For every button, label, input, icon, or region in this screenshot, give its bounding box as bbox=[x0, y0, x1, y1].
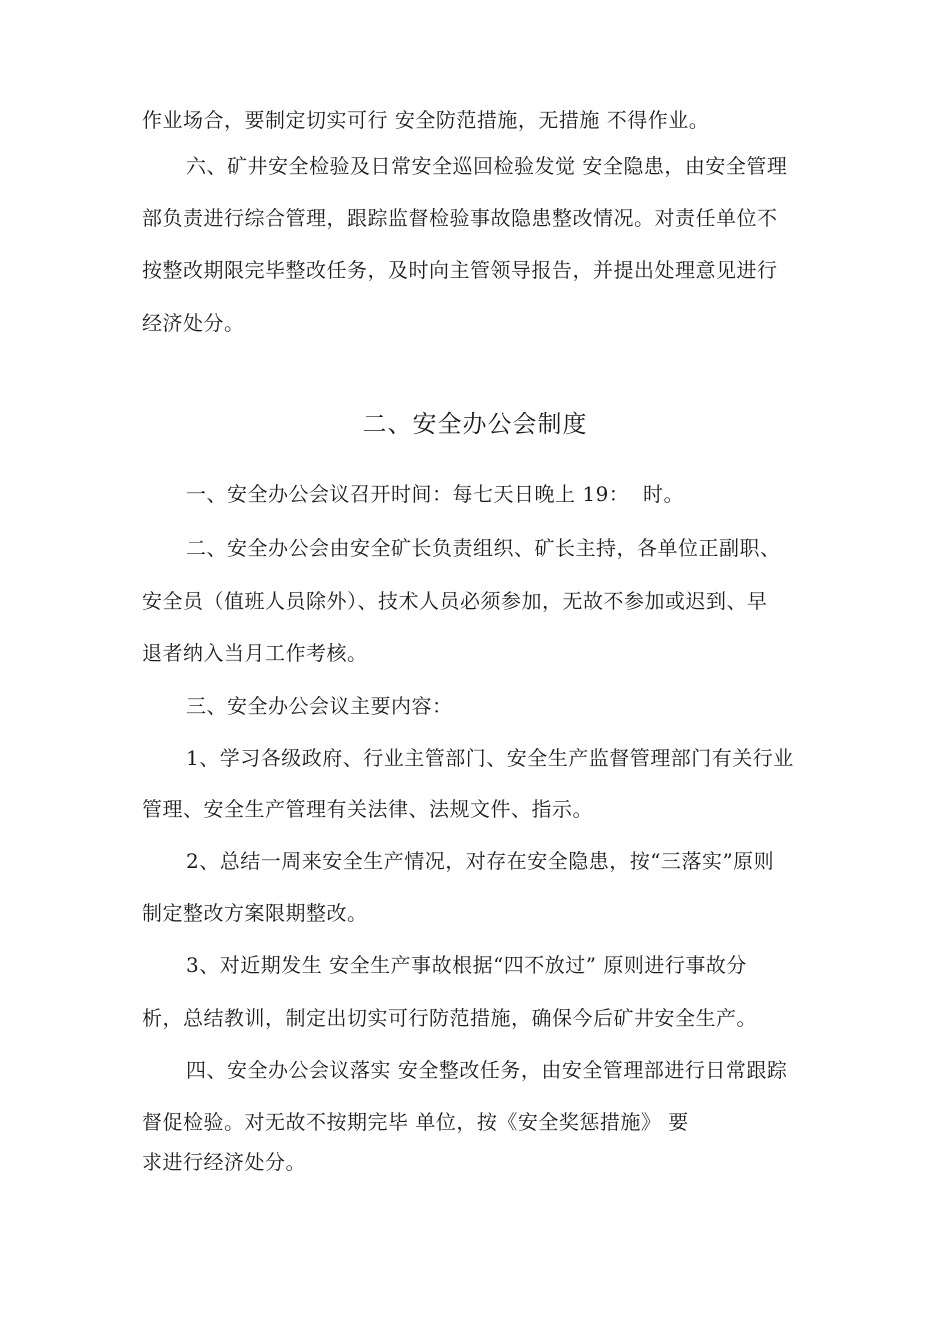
paragraph-line: 1、学习各级政府、行业主管部门、安全生产监督管理部门有关行业 bbox=[186, 746, 794, 770]
paragraph-line: 督促检验。对无故不按期完毕 单位，按《安全奖惩措施》 要 bbox=[142, 1110, 689, 1134]
paragraph-line: 2、总结一周来安全生产情况，对存在安全隐患，按“三落实”原则 bbox=[186, 849, 775, 873]
paragraph-line: 制定整改方案限期整改。 bbox=[142, 901, 368, 925]
paragraph-line: 部负责进行综合管理，跟踪监督检验事故隐患整改情况。对责任单位不 bbox=[142, 206, 778, 230]
paragraph-line: 三、安全办公会议主要内容： bbox=[186, 694, 453, 718]
paragraph-line: 按整改期限完毕整改任务，及时向主管领导报告，并提出处理意见进行 bbox=[142, 258, 778, 282]
paragraph-line: 经济处分。 bbox=[142, 311, 245, 335]
paragraph-line: 二、安全办公会由安全矿长负责组织、矿长主持，各单位正副职、 bbox=[186, 536, 781, 560]
paragraph-line: 求进行经济处分。 bbox=[142, 1150, 306, 1174]
paragraph-line: 析，总结教训，制定出切实可行防范措施，确保今后矿井安全生产。 bbox=[142, 1006, 757, 1030]
paragraph-line: 管理、安全生产管理有关法律、法规文件、指示。 bbox=[142, 797, 593, 821]
paragraph-line: 六、矿井安全检验及日常安全巡回检验发觉 安全隐患，由安全管理 bbox=[186, 154, 788, 178]
section-heading: 二、安全办公会制度 bbox=[362, 410, 588, 438]
paragraph-line: 作业场合，要制定切实可行 安全防范措施，无措施 不得作业。 bbox=[142, 108, 710, 132]
paragraph-line: 一、安全办公会议召开时间：每七天日晚上 19： 时。 bbox=[186, 482, 685, 506]
paragraph-line: 安全员（值班人员除外）、技术人员必须参加，无故不参加或迟到、早 bbox=[142, 589, 768, 613]
paragraph-line: 四、安全办公会议落实 安全整改任务，由安全管理部进行日常跟踪 bbox=[186, 1058, 788, 1082]
paragraph-line: 3、对近期发生 安全生产事故根据“四不放过” 原则进行事故分 bbox=[186, 953, 747, 977]
paragraph-line: 退者纳入当月工作考核。 bbox=[142, 641, 368, 665]
